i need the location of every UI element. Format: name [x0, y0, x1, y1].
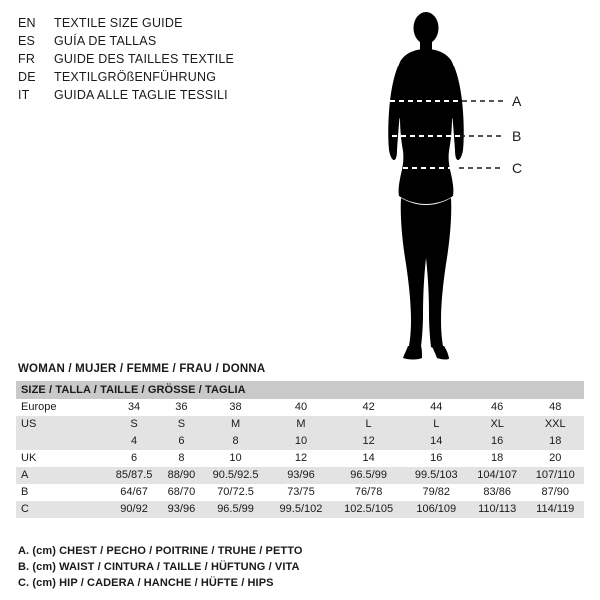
- table-cell: 12: [294, 452, 308, 464]
- table-cell: 44: [430, 401, 443, 413]
- note-chest: A. (cm) CHEST / PECHO / POITRINE / TRUHE / PETTO: [18, 545, 303, 557]
- table-cell: XL: [468, 416, 527, 433]
- table-cell: 87/90: [541, 486, 570, 498]
- table-cell: 110/113: [468, 501, 527, 518]
- table-cell: S: [107, 416, 161, 433]
- table-cell: 12: [333, 433, 405, 450]
- table-cell: L: [333, 416, 405, 433]
- table-cell: 83/86: [483, 486, 511, 498]
- table-cell: 6: [161, 433, 202, 450]
- table-cell: 14: [362, 452, 375, 464]
- table-cell: 99.5/103: [405, 467, 468, 484]
- table-header-label: SIZE / TALLA / TAILLE / GRÖSSE / TAGLIA: [16, 381, 584, 399]
- table-cell: 16: [430, 452, 443, 464]
- table-cell: 34: [127, 401, 141, 413]
- language-row: [18, 86, 318, 104]
- table-cell: 8: [202, 433, 270, 450]
- table-cell: 40: [294, 401, 308, 413]
- table-cell: 99.5/102: [269, 501, 332, 518]
- language-code: DE: [18, 70, 36, 84]
- language-title: GUIDE DES TAILLES TEXTILE: [54, 52, 235, 66]
- table-cell: 42: [362, 401, 375, 413]
- table-cell: 96.5/99: [202, 501, 270, 518]
- table-cell: 68/70: [167, 486, 196, 498]
- table-cell: 79/82: [422, 486, 451, 498]
- table-cell: 18: [527, 433, 585, 450]
- row-label: [16, 433, 107, 450]
- table-cell: 64/67: [120, 486, 148, 498]
- note-hip: C. (cm) HIP / CADERA / HANCHE / HÜFTE / HIPS: [18, 577, 274, 589]
- table-cell: 20: [549, 452, 562, 464]
- table-cell: 96.5/99: [333, 467, 405, 484]
- note-waist: B. (cm) WAIST / CINTURA / TAILLE / HÜFTUNG / VITA: [18, 561, 300, 573]
- row-label: UK: [21, 452, 37, 464]
- row-label: A: [16, 467, 107, 484]
- language-guide-list: [18, 14, 318, 104]
- table-row: [16, 484, 584, 501]
- table-cell: 48: [549, 401, 562, 413]
- table-row: [16, 501, 584, 518]
- table-cell: 114/119: [527, 501, 585, 518]
- measurement-notes: [18, 543, 578, 591]
- table-row: [16, 433, 584, 450]
- language-row: [18, 50, 318, 68]
- table-row: [16, 399, 584, 416]
- table-cell: 107/110: [527, 467, 585, 484]
- table-cell: 6: [131, 452, 138, 464]
- table-cell: 93/96: [269, 467, 332, 484]
- table-cell: 10: [229, 452, 242, 464]
- table-row: [16, 467, 584, 484]
- language-code: ES: [18, 34, 36, 48]
- table-cell: M: [269, 416, 332, 433]
- row-label: B: [21, 486, 29, 498]
- language-title: GUIDA ALLE TAGLIE TESSILI: [54, 88, 228, 102]
- table-cell: S: [161, 416, 202, 433]
- language-title: TEXTILE SIZE GUIDE: [54, 16, 183, 30]
- silhouette-icon: [354, 8, 584, 368]
- table-cell: 102.5/105: [333, 501, 405, 518]
- table-cell: 16: [468, 433, 527, 450]
- table-cell: 70/72.5: [217, 486, 254, 498]
- table-header-row: [16, 381, 584, 399]
- language-code: FR: [18, 52, 36, 66]
- table-cell: M: [202, 416, 270, 433]
- marker-label-a: A: [512, 93, 522, 109]
- language-title: TEXTILGRÖßENFÜHRUNG: [54, 70, 217, 84]
- size-table: [16, 381, 584, 518]
- table-cell: 88/90: [161, 467, 202, 484]
- table-cell: 104/107: [468, 467, 527, 484]
- table-cell: 90.5/92.5: [202, 467, 270, 484]
- table-row: [16, 416, 584, 433]
- language-row: [18, 68, 318, 86]
- row-label: US: [16, 416, 107, 433]
- table-cell: 46: [491, 401, 504, 413]
- row-label: C: [16, 501, 107, 518]
- table-cell: 93/96: [161, 501, 202, 518]
- language-row: [18, 14, 318, 32]
- table-cell: 38: [229, 401, 242, 413]
- table-row: [16, 450, 584, 467]
- table-cell: 106/109: [405, 501, 468, 518]
- marker-label-c: C: [512, 160, 523, 176]
- language-code: EN: [18, 16, 36, 30]
- table-cell: 4: [107, 433, 161, 450]
- language-code: IT: [18, 88, 30, 102]
- row-label: Europe: [21, 401, 57, 413]
- table-cell: 18: [491, 452, 504, 464]
- table-cell: 76/78: [354, 486, 383, 498]
- table-cell: L: [405, 416, 468, 433]
- table-cell: 10: [269, 433, 332, 450]
- language-title: GUÍA DE TALLAS: [54, 34, 157, 48]
- table-cell: XXL: [527, 416, 585, 433]
- table-caption: WOMAN / MUJER / FEMME / FRAU / DONNA: [18, 363, 266, 375]
- table-cell: 85/87.5: [107, 467, 161, 484]
- female-silhouette-figure: [354, 8, 584, 368]
- table-cell: 36: [175, 401, 188, 413]
- language-row: [18, 32, 318, 50]
- table-cell: 90/92: [107, 501, 161, 518]
- marker-label-b: B: [512, 128, 522, 144]
- table-cell: 14: [405, 433, 468, 450]
- table-cell: 73/75: [287, 486, 315, 498]
- table-cell: 8: [178, 452, 185, 464]
